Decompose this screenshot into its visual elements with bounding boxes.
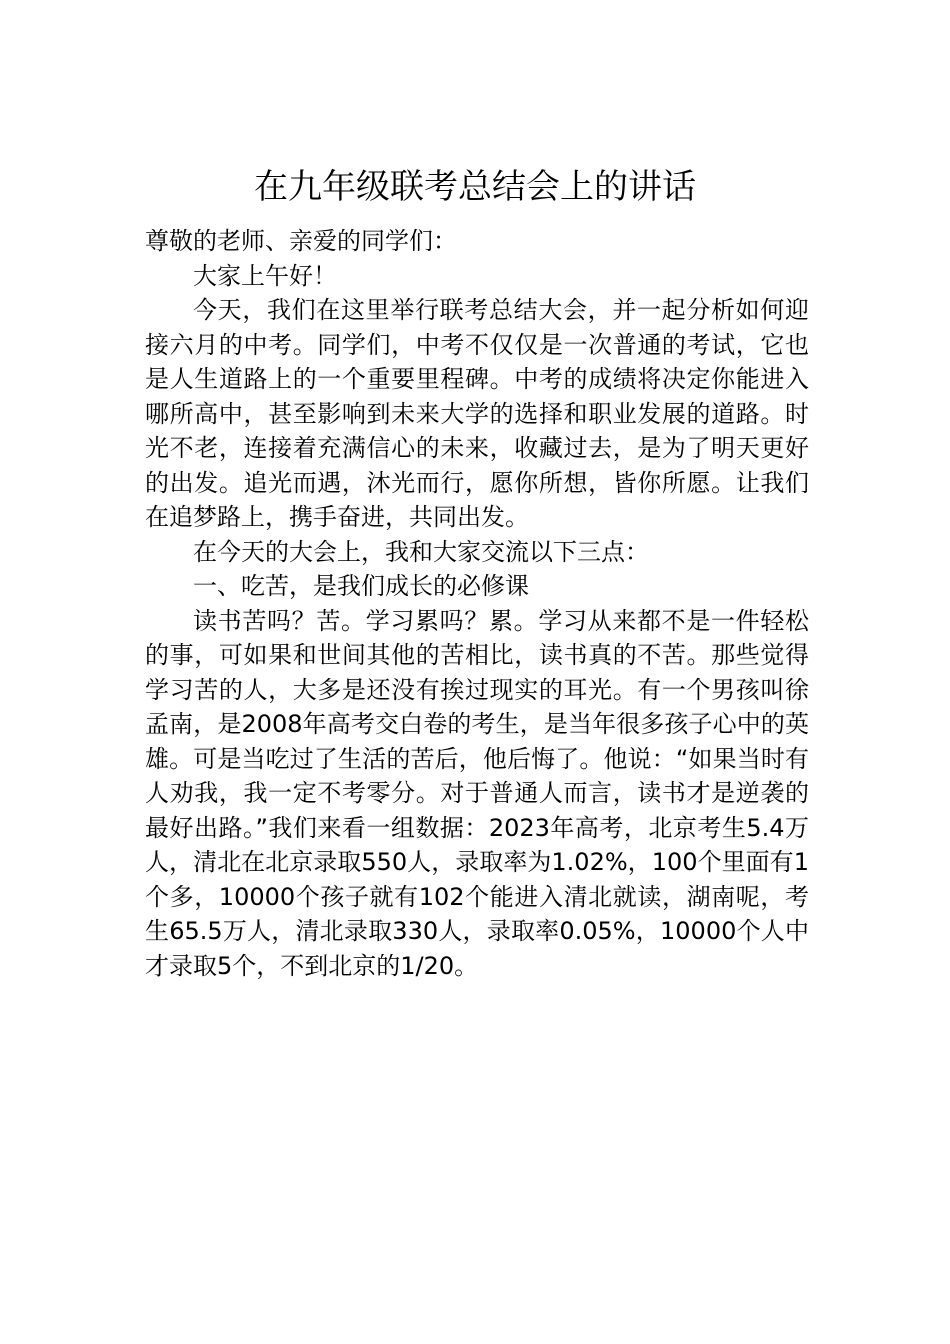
outline-paragraph: 在今天的大会上，我和大家交流以下三点： (193, 537, 649, 566)
section-one-paragraph: 读书苦吗？苦。学习累吗？累。学习从来都不是一件轻松的事，可如果和世间其他的苦相比，读书真的不苦。那些觉得学习苦的人，大多是还没有挨过现实的耳光。有一个男孩叫徐孟南，是2008年高考交白卷的考生，是当年很多孩子心中的英雄。可是当吃过了生活的苦后，他后悔了。他说：“如果当时有人劝我，我一定不考零分。对于普通人而言，读书才是逆袭的最好出路。”我们来看一组数据：2023年高考，北京考生5.4万人，清北在北京录取550人，录取率为1.02%，100个里面有1个多，10000个孩子就有102个能进入清北就读，湖南呢，考生65.5万人，清北录取330人，录取率0.05%，10000个人中才录取5个，不到北京的1/20。 (145, 606, 809, 980)
document-title: 在九年级联考总结会上的讲话 (254, 167, 696, 207)
section-heading: 一、吃苦，是我们成长的必修课 (193, 572, 529, 600)
intro-paragraph: 今天，我们在这里举行联考总结大会，并一起分析如何迎接六月的中考。同学们，中考不仅仅是一次普通的考试，它也是人生道路上的一个重要里程碑。中考的成绩将决定你能进入哪所高中，甚至影响到未来大学的选择和职业发展的道路。时光不老，连接着充满信心的未来，收藏过去，是为了明天更好的出发。追光而遇，沐光而行，愿你所想，皆你所愿。让我们在追梦路上，携手奋进，共同出发。 (145, 296, 809, 531)
document-body (145, 224, 809, 983)
greeting-paragraph: 大家上午好！ (193, 261, 337, 290)
salutation: 尊敬的老师、亲爱的同学们： (145, 227, 457, 255)
